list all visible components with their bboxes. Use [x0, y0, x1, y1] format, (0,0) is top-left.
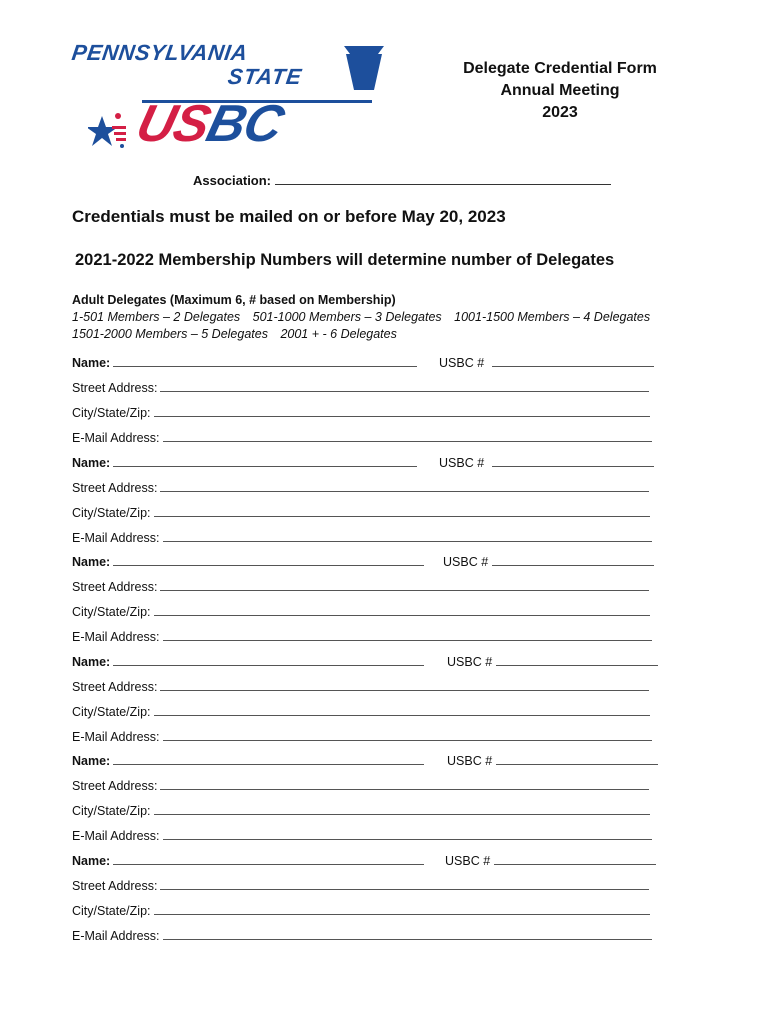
street-row: [72, 679, 672, 704]
email-row: [72, 530, 672, 555]
keystone-icon: [342, 44, 386, 92]
city-row: [72, 903, 672, 928]
street-label: Street Address:: [72, 381, 158, 395]
city-row: [72, 405, 672, 430]
name-label: Name:: [72, 555, 111, 569]
name-row: [72, 455, 672, 480]
delegate-block-5: [72, 753, 672, 853]
street-label: Street Address:: [72, 679, 158, 694]
usbc-field: [445, 853, 656, 868]
email-label: E-Mail Address:: [72, 829, 160, 843]
form-subtitle: Annual Meeting: [500, 82, 620, 99]
email-input[interactable]: [163, 629, 652, 641]
name-input[interactable]: [113, 554, 424, 566]
city-label: City/State/Zip:: [72, 804, 151, 818]
email-input[interactable]: [163, 729, 652, 741]
delegate-list: [72, 355, 672, 952]
delegate-block-1: [72, 355, 672, 455]
city-row: [72, 704, 672, 729]
usbc-field: [439, 355, 654, 370]
city-input[interactable]: [154, 803, 650, 815]
association-input[interactable]: [275, 172, 611, 185]
usbc-input[interactable]: [492, 355, 654, 367]
city-label: City/State/Zip:: [72, 406, 151, 420]
logo-usbc-text: [130, 95, 289, 153]
email-row: [72, 629, 672, 654]
delegate-block-6: [72, 853, 672, 953]
name-row: [72, 554, 672, 579]
city-row: [72, 505, 672, 530]
name-label: Name:: [72, 853, 111, 868]
city-input[interactable]: [154, 505, 650, 517]
name-label: Name:: [72, 654, 111, 669]
city-input[interactable]: [154, 704, 650, 716]
city-input[interactable]: [154, 405, 650, 417]
star-bowler-icon: [88, 110, 134, 150]
tier-item: 1-501 Members – 2 Delegates: [72, 310, 241, 324]
usbc-input[interactable]: [492, 554, 654, 566]
street-input[interactable]: [160, 480, 649, 492]
email-label: E-Mail Address:: [72, 630, 160, 644]
street-row: [72, 579, 672, 604]
usbc-field: [443, 554, 654, 569]
delegate-block-4: [72, 654, 672, 754]
tier-item: 1501-2000 Members – 5 Delegates: [72, 327, 268, 341]
name-row: [72, 853, 672, 878]
name-label: Name:: [72, 455, 111, 470]
name-input[interactable]: [113, 455, 417, 467]
pa-state-usbc-logo: [70, 40, 390, 155]
usbc-label: USBC #: [447, 754, 493, 768]
form-title: Delegate Credential Form: [463, 60, 657, 77]
email-label: E-Mail Address:: [72, 729, 160, 744]
name-input[interactable]: [113, 853, 424, 865]
adult-delegates-heading: Adult Delegates (Maximum 6, # based on Membership): [72, 293, 396, 307]
usbc-label: USBC #: [439, 356, 485, 370]
street-row: [72, 480, 672, 505]
name-row: [72, 654, 672, 679]
tier-item: 2001 + - 6 Delegates: [280, 327, 397, 341]
city-row: [72, 604, 672, 629]
street-label: Street Address:: [72, 480, 158, 495]
form-year: 2023: [542, 104, 578, 121]
email-label: E-Mail Address:: [72, 928, 160, 943]
email-input[interactable]: [163, 530, 652, 542]
logo-us: US: [130, 95, 216, 153]
delegate-tiers-line-1: [72, 310, 659, 324]
logo-bc: BC: [201, 95, 289, 153]
street-label: Street Address:: [72, 580, 158, 594]
deadline-notice: Credentials must be mailed on or before May 20, 2023: [72, 207, 506, 226]
form-title-block: [420, 58, 700, 124]
usbc-label: USBC #: [447, 654, 493, 669]
name-input[interactable]: [113, 654, 424, 666]
name-input[interactable]: [113, 355, 417, 367]
street-input[interactable]: [160, 679, 649, 691]
usbc-label: USBC #: [445, 853, 491, 868]
logo-state-text: STATE: [226, 64, 304, 89]
city-row: [72, 803, 672, 828]
tier-item: 1001-1500 Members – 4 Delegates: [454, 310, 651, 324]
logo-pennsylvania-text: PENNSYLVANIA: [70, 40, 250, 65]
street-input[interactable]: [160, 579, 649, 591]
street-input[interactable]: [160, 778, 649, 790]
city-label: City/State/Zip:: [72, 903, 151, 918]
street-input[interactable]: [160, 380, 649, 392]
email-row: [72, 928, 672, 953]
association-label: Association:: [193, 173, 272, 188]
usbc-field: [447, 753, 658, 768]
usbc-input[interactable]: [494, 853, 656, 865]
usbc-field: [447, 654, 658, 669]
delegate-block-3: [72, 554, 672, 654]
city-label: City/State/Zip:: [72, 704, 151, 719]
street-row: [72, 380, 672, 405]
street-row: [72, 778, 672, 803]
street-row: [72, 878, 672, 903]
name-label: Name:: [72, 356, 111, 370]
email-input[interactable]: [163, 430, 652, 442]
name-row: [72, 753, 672, 778]
delegate-block-2: [72, 455, 672, 555]
email-label: E-Mail Address:: [72, 431, 160, 445]
street-label: Street Address:: [72, 878, 158, 893]
email-input[interactable]: [163, 828, 652, 840]
street-label: Street Address:: [72, 779, 158, 793]
city-label: City/State/Zip:: [72, 605, 151, 619]
email-label: E-Mail Address:: [72, 530, 160, 545]
usbc-label: USBC #: [439, 455, 485, 470]
street-input[interactable]: [160, 878, 649, 890]
tier-item: 501-1000 Members – 3 Delegates: [252, 310, 442, 324]
membership-notice: 2021-2022 Membership Numbers will determine number of Delegates: [75, 251, 615, 269]
city-label: City/State/Zip:: [72, 505, 151, 520]
email-row: [72, 729, 672, 754]
email-input[interactable]: [163, 928, 652, 940]
association-field: [193, 172, 611, 188]
delegate-tiers-line-2: [72, 327, 406, 341]
email-row: [72, 430, 672, 455]
city-input[interactable]: [154, 604, 650, 616]
city-input[interactable]: [154, 903, 650, 915]
usbc-label: USBC #: [443, 555, 489, 569]
usbc-input[interactable]: [496, 654, 658, 666]
name-input[interactable]: [113, 753, 424, 765]
usbc-input[interactable]: [492, 455, 654, 467]
email-row: [72, 828, 672, 853]
name-row: [72, 355, 672, 380]
name-label: Name:: [72, 754, 111, 768]
usbc-field: [439, 455, 654, 470]
usbc-input[interactable]: [496, 753, 658, 765]
